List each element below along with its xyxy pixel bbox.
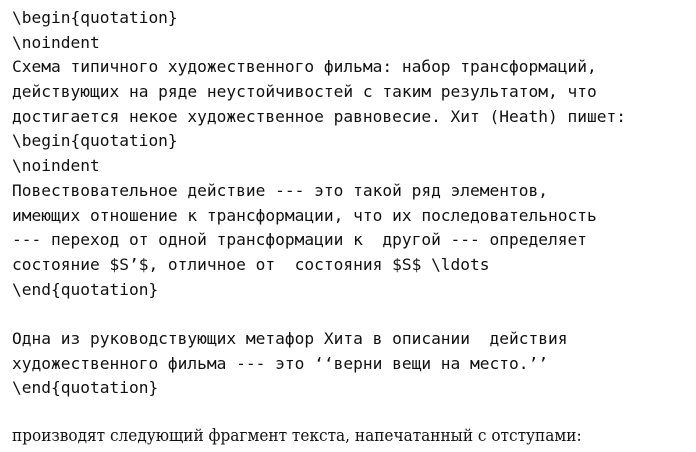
body-text-line: производят следующий фрагмент текста, напечатанный с отступами: [12,426,582,446]
code-line: состояние $S’$, отличное от состояния $S$ \ldots [12,254,490,274]
code-line: \end{quotation} [12,279,159,299]
code-line: \noindent [12,156,100,176]
code-line: Повествовательное действие --- это такой ряд элементов, [12,180,549,200]
code-line: \end{quotation} [12,378,159,398]
code-line: художественного фильма --- это ‘‘верни вещи на место.’’ [12,353,549,373]
code-line-blank [12,302,626,327]
code-line: действующих на ряде неустойчивостей с таким результатом, что [12,82,597,102]
code-line: \begin{quotation} [12,8,178,27]
code-line: \noindent [12,32,100,52]
code-line: \begin{quotation} [12,131,178,151]
latex-source-block [12,6,626,401]
code-line: --- переход от одной трансформации к другой --- определяет [12,230,587,250]
code-line: достигается некое художественное равновесие. Хит (Heath) пишет: [12,106,626,126]
code-line: Одна из руководствующих метафор Хита в описании действия [12,328,568,348]
code-line: Схема типичного художественного фильма: набор трансформаций, [12,57,597,77]
code-line: имеющих отношение к трансформации, что их последовательность [12,205,597,225]
